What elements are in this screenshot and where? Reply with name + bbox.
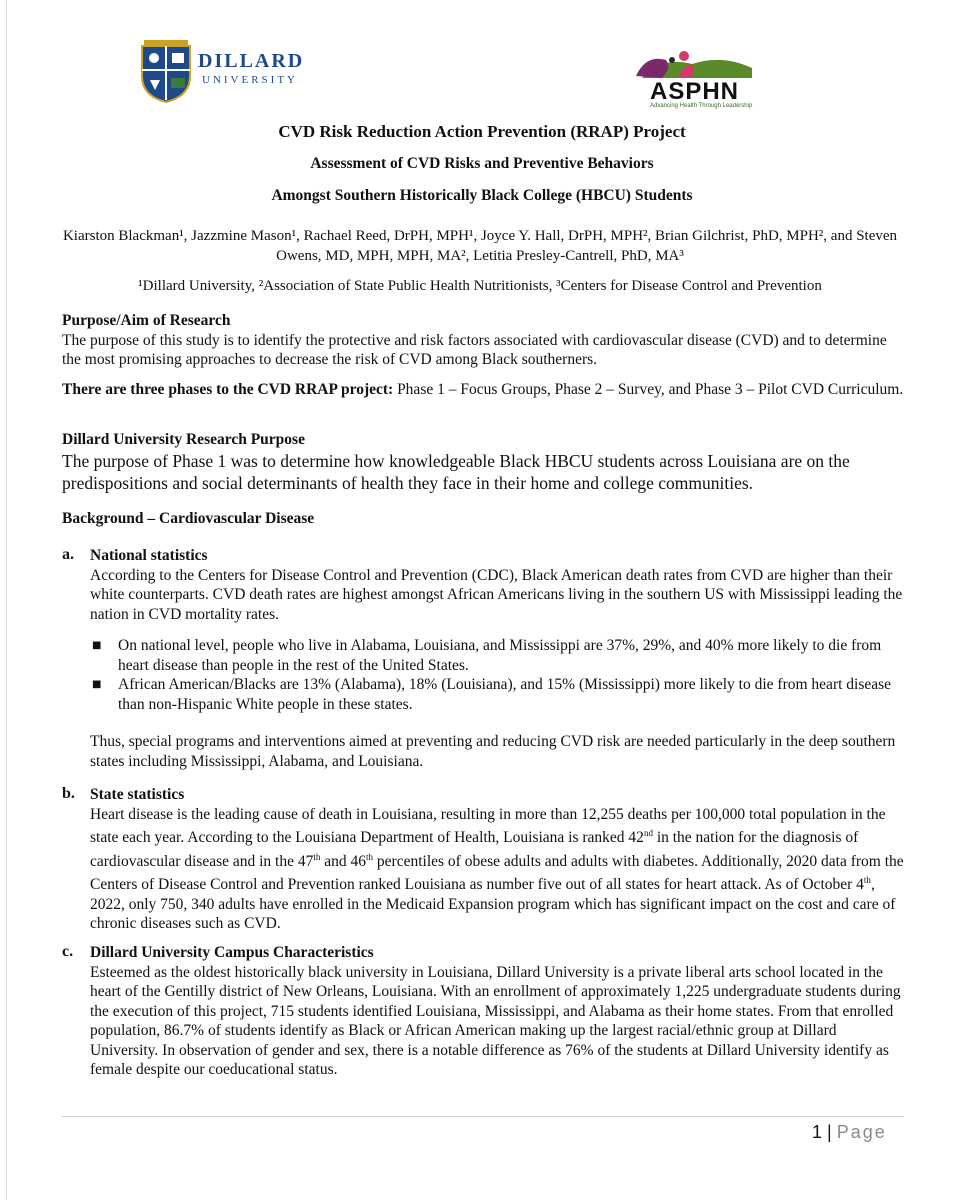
- section-a-heading: National statistics: [90, 547, 208, 564]
- section-b: [90, 785, 904, 934]
- phases-section: [62, 380, 904, 400]
- asphn-tagline: Advancing Health Through Leadership: [650, 103, 753, 109]
- section-a-label: a.: [62, 546, 74, 563]
- phases-text: Phase 1 – Focus Groups, Phase 2 – Survey, and Phase 3 – Pilot CVD Curriculum.: [393, 381, 904, 398]
- purpose-text: The purpose of this study is to identify the protective and risk factors associated with cardiovascular disease (CVD) and to determine the most promising approaches to decrease the risk of CVD among Black southerners.: [62, 331, 887, 368]
- page-label: Page: [836, 1122, 887, 1142]
- document-subtitle-1: Assessment of CVD Risks and Preventive Behaviors: [310, 155, 654, 172]
- section-c-label: c.: [62, 943, 74, 960]
- purpose-section: [62, 311, 904, 370]
- page-number-footer: [812, 1122, 887, 1143]
- page-border: [6, 0, 7, 1200]
- bullet-2-text: African American/Blacks are 13% (Alabama), 18% (Louisiana), and 15% (Mississippi) more likely to die from heart disease than non-Hispanic White people in these states.: [118, 676, 892, 713]
- phases-lead: There are three phases to the CVD RRAP project:: [62, 381, 394, 398]
- document-title: CVD Risk Reduction Action Prevention (RRAP) Project: [278, 122, 686, 141]
- purpose-heading: Purpose/Aim of Research: [62, 312, 231, 329]
- section-c-text: Esteemed as the oldest historically black university in Louisiana, Dillard University is a private liberal arts school located in the heart of the Gentilly district of New Orleans, Louisiana. With an enrollment of approximately 1,225 undergraduate students during the execution of this project, 715 students identified Louisiana, Mississippi, and Alabama as their home states. From that enrolled population, 86.7% of students identify as Black or African American making up the largest racial/ethnic group at Dillard University. In observation of gender and sex, there is a notable difference as 76% of the students at Dillard University identify as female despite our coeducational status.: [90, 963, 901, 1078]
- bullet-1-text: On national level, people who live in Alabama, Louisiana, and Mississippi are 37%, 29%, and 40% more likely to die from heart disease than people in the rest of the United States.: [118, 637, 882, 674]
- dillard-subname: UNIVERSITY: [202, 74, 298, 86]
- page-number: 1: [812, 1122, 823, 1142]
- authors: Kiarston Blackman¹, Jazzmine Mason¹, Rachael Reed, DrPH, MPH¹, Joyce Y. Hall, DrPH, MPH², Brian Gilchrist, PhD, MPH², and Steven Owens, MD, MPH, MPH, MA², Letitia Presley-Cantrell, PhD, MA³: [62, 228, 898, 264]
- dillard-purpose-section: [62, 430, 904, 494]
- affiliations: ¹Dillard University, ²Association of State Public Health Nutritionists, ³Centers for Disease Control and Prevention: [138, 278, 822, 294]
- section-b-text: Heart disease is the leading cause of death in Louisiana, resulting in more than 12,255 deaths per 100,000 total population in the state each year. According to the Louisiana Department of Health, Louisiana is ranked 42nd in the nation for the diagnosis of cardiovascular disease and in the 47th and 46th percentiles of obese adults and adults with diabetes. Additionally, 2020 data from the Centers of Disease Control and Prevention ranked Louisiana as number five out of all states for heart attack. As of October 4th, 2022, only 750, 340 adults have enrolled in the Medicaid Expansion program which has significant impact on the cost and care of chronic diseases such as CVD.: [90, 805, 904, 933]
- dillard-shield-icon: [138, 40, 194, 104]
- section-a-text: According to the Centers for Disease Control and Prevention (CDC), Black American death rates from CVD are higher than their white counterparts. CVD death rates are highest amongst African Americans living in the southern US with Mississippi leading the nation in CVD mortality rates.: [90, 566, 903, 623]
- dillard-purpose-text: The purpose of Phase 1 was to determine how knowledgeable Black HBCU students across Louisiana are on the predispositions and social determinants of health they face in their home and college communities.: [62, 450, 850, 493]
- dillard-name: DILLARD: [198, 50, 305, 72]
- background-heading: Background – Cardiovascular Disease: [62, 510, 315, 527]
- section-a-closing: Thus, special programs and interventions aimed at preventing and reducing CVD risk are needed particularly in the deep southern states including Mississippi, Alabama, and Louisiana.: [90, 733, 896, 770]
- page-separator: |: [827, 1122, 832, 1142]
- section-c: [90, 943, 904, 1080]
- dillard-purpose-heading: Dillard University Research Purpose: [62, 431, 305, 448]
- section-c-heading: Dillard University Campus Characteristics: [90, 944, 374, 961]
- bullet-icon: ■: [92, 679, 102, 690]
- bullet-icon: ■: [92, 640, 102, 651]
- section-a: [90, 546, 904, 624]
- section-b-heading: State statistics: [90, 786, 185, 803]
- asphn-name: ASPHN: [650, 78, 740, 105]
- asphn-figures-icon: [632, 50, 792, 80]
- document-subtitle-2: Amongst Southern Historically Black College (HBCU) Students: [271, 187, 693, 204]
- footer-divider: [62, 1116, 904, 1117]
- section-b-label: b.: [62, 785, 75, 802]
